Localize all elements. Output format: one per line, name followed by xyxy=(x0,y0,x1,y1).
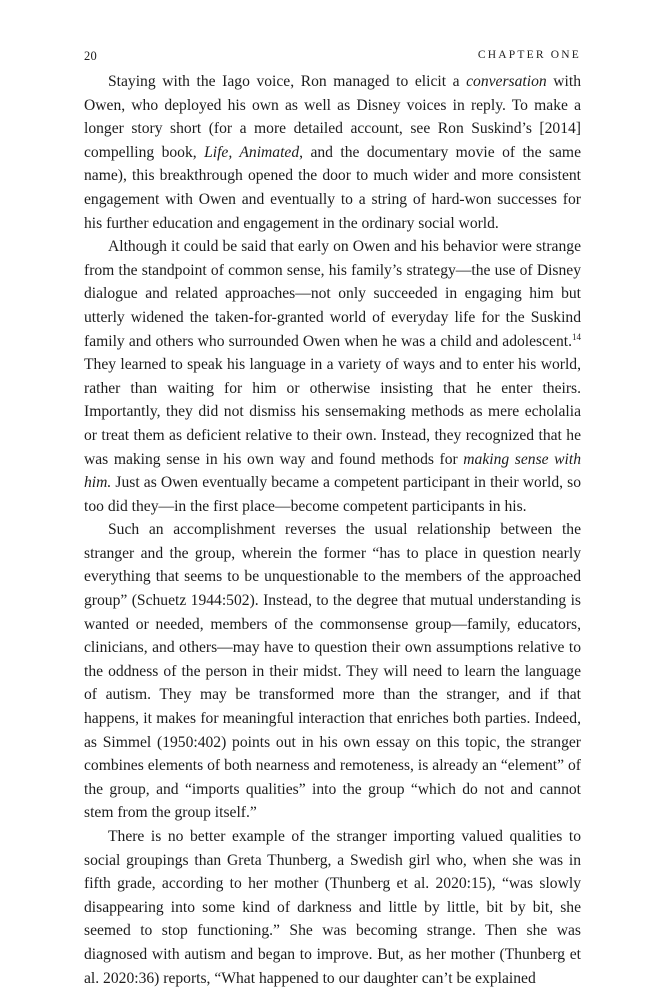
italic-text: conversation xyxy=(466,73,547,90)
note-reference: 14 xyxy=(572,331,581,342)
page-header xyxy=(84,0,581,70)
paragraph xyxy=(84,518,581,825)
text-run: They learned to speak his language in a variety of ways and to enter his world, rather than waiting for him or otherwise insisting that he enter theirs. Importantly, they did not dismiss his sensemaking methods as mere echolalia or treat them as deficient relative to their own. Instead, they recognized that he was making sense in his own way and found methods for xyxy=(84,356,581,468)
text-run: Such an accomplishment reverses the usual relationship between the stranger and the group, wherein the former “has to place in question nearly everything that seems to be unquestionable to the members of the approached group” (Schuetz 1944:502). Instead, to the degree that mutual understanding is wanted or needed, members of the commonsense group—family, educators, clinicians, and others—may have to question their own assumptions relative to the oddness of the person in their midst. They will need to learn the language of autism. They may be transformed more than the stranger, and if that happens, it makes for meaningful interaction that enriches both parties. Indeed, as Simmel (1950:402) points out in his own essay on this topic, the stranger combines elements of both nearness and remoteness, is already an “element” of the group, and “imports qualities” into the group “which do not and cannot stem from the group itself.” xyxy=(84,521,581,822)
text-run: Staying with the Iago voice, Ron managed to elicit a xyxy=(108,73,467,90)
text-run: , and the documentary movie of the same name), this breakthrough opened the door to much wider and more consistent engagement with Owen and eventually to a string of hard-won successes for his further education and engagement in the ordinary social world. xyxy=(84,143,581,232)
text-run: with Owen, who deployed his own as well as Disney voices in reply. To make a longer story short (for a more detailed account, see Ron Suskind’s [2014] compelling book, xyxy=(84,73,581,161)
body-text xyxy=(84,70,581,990)
italic-text: Life, Animated xyxy=(204,143,300,161)
paragraph xyxy=(84,235,581,518)
italic-text: making sense with him. xyxy=(84,450,582,492)
text-run: Although it could be said that early on Owen and his behavior were strange from the standpoint of common sense, his family’s strategy—the use of Disney dialogue and related approaches—not only succeeded in engaging him but utterly widened the taken-for-granted world of everyday life for the Suskind family and others who surrounded Owen when he was a child and adolescent. xyxy=(84,238,581,350)
text-run: There is no better example of the stranger importing valued qualities to social groupings than Greta Thunberg, a Swedish girl who, when she was in fifth grade, according to her mother (Thunberg et al. 2020:15), “was slowly disappearing into some kind of darkness and little by little, bit by bit, she seemed to stop functioning.” She was becoming strange. Then she was diagnosed with autism and began to improve. But, as her mother (Thunberg et al. 2020:36) reports, “What happened to our daughter can’t be explained xyxy=(84,828,581,987)
text-run: Just as Owen eventually became a competent participant in their world, so too did they—in the first place—become competent participants in his. xyxy=(84,474,581,515)
page-number: 20 xyxy=(84,49,98,63)
running-head: CHAPTER ONE xyxy=(477,49,581,61)
paragraph xyxy=(84,825,581,990)
paragraph xyxy=(84,70,581,235)
book-page xyxy=(84,0,582,987)
